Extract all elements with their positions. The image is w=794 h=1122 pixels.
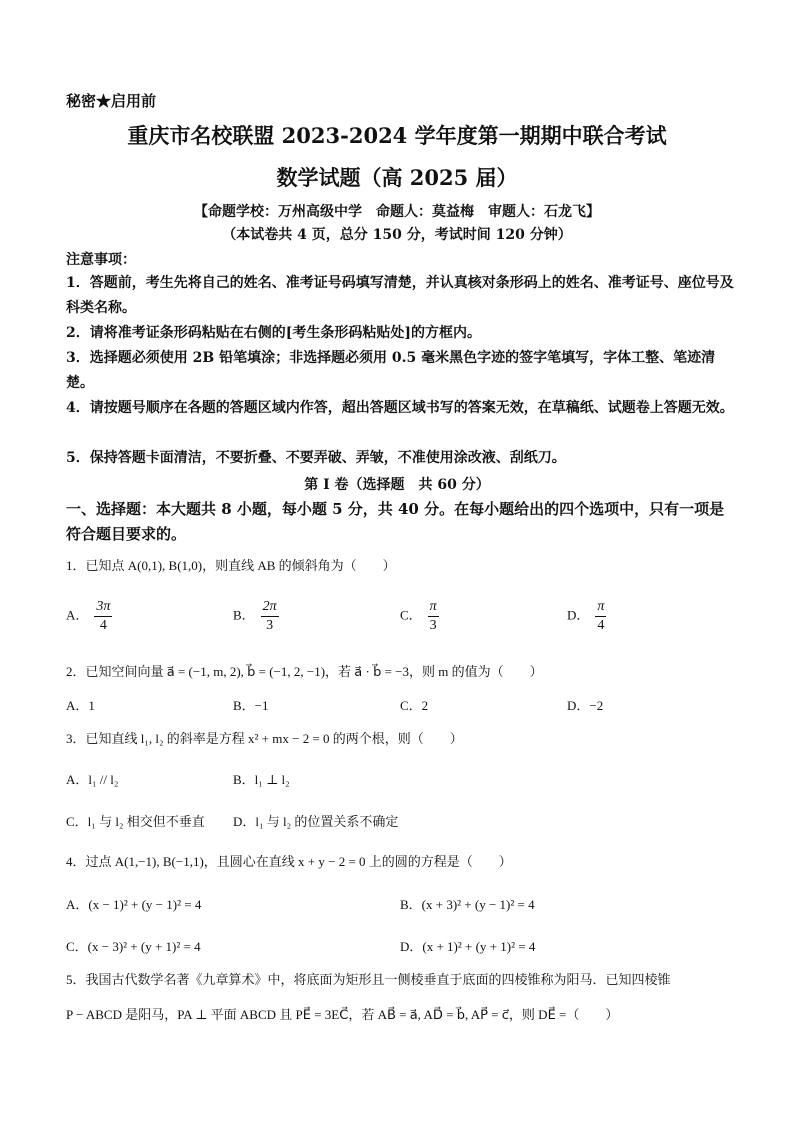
fraction-numerator: 3π	[94, 598, 112, 617]
fraction	[595, 598, 606, 635]
question-5-stem-line-1: 5．我国古代数学名著《九章算术》中，将底面为矩形且一侧棱垂直于底面的四棱锥称为阳马．已知四棱锥	[66, 972, 671, 987]
option-label: C．	[400, 607, 422, 623]
question-3-option-a: A．l₁ // l₂	[66, 772, 119, 787]
question-2-option-b: B．−1	[233, 698, 269, 713]
option-label: D．	[567, 607, 590, 623]
question-2-option-c: C．2	[400, 698, 429, 713]
question-4-option-c: C．(x − 3)² + (y + 1)² = 4	[66, 939, 201, 954]
question-1-stem: 1．已知点 A(0,1), B(1,0)，则直线 AB 的倾斜角为（ ）	[66, 558, 396, 573]
question-3-option-b: B．l₁ ⊥ l₂	[233, 772, 290, 787]
confidential-label: 秘密★启用前	[66, 92, 157, 110]
notice-item-5: 5．保持答题卡面清洁，不要折叠、不要弄破、弄皱，不准使用涂改液、刮纸刀。	[66, 450, 566, 466]
option-label: A．	[66, 607, 89, 623]
question-2-option-a: A．1	[66, 698, 95, 713]
fraction-numerator: π	[428, 598, 439, 617]
author-info: 【命题学校：万州高级中学 命题人：莫益梅 审题人：石龙飞】	[194, 204, 600, 220]
question-4-option-a: A．(x − 1)² + (y − 1)² = 4	[66, 897, 202, 912]
option-label: B．	[233, 607, 255, 623]
notice-item-2: 2．请将准考证条形码粘贴在右侧的[考生条形码粘贴处]的方框内。	[66, 325, 481, 341]
question-1-option-d	[567, 598, 606, 635]
notice-item-1: 1．答题前，考生先将自己的姓名、准考证号码填写清楚，并认真核对条形码上的姓名、准考证号、座位号及科类名称。	[66, 275, 734, 316]
exam-info: （本试卷共 4 页，总分 150 分，考试时间 120 分钟）	[222, 227, 572, 243]
exam-title: 重庆市名校联盟 2023-2024 学年度第一期期中联合考试	[127, 123, 667, 148]
question-3-option-d: D．l₁ 与 l₂ 的位置关系不确定	[233, 814, 399, 829]
question-2-option-d: D．−2	[567, 698, 604, 713]
fraction	[261, 598, 279, 635]
question-4-option-d: D．(x + 1)² + (y + 1)² = 4	[400, 939, 536, 954]
fraction	[428, 598, 439, 635]
fraction-numerator: 2π	[261, 598, 279, 617]
question-1-option-c	[400, 598, 439, 635]
question-1-option-b	[233, 598, 279, 635]
fraction-denominator: 3	[429, 618, 437, 633]
question-1-option-a	[66, 598, 112, 635]
exam-subtitle: 数学试题（高 2025 届）	[276, 165, 518, 190]
question-4-stem: 4．过点 A(1,−1), B(−1,1)，且圆心在直线 x + y − 2 = 0 上的圆的方程是（ ）	[66, 854, 512, 869]
notice-item-4: 4．请按题号顺序在各题的答题区域内作答，超出答题区域书写的答案无效，在草稿纸、试题卷上答题无效。	[66, 400, 734, 416]
question-2-stem: 2．已知空间向量 a⃗ = (−1, m, 2), b⃗ = (−1, 2, −1)，若 a⃗ · b⃗ = −3，则 m 的值为（ ）	[66, 664, 543, 679]
fraction-denominator: 4	[99, 618, 107, 633]
section-title: 第 I 卷（选择题 共 60 分）	[304, 477, 490, 493]
question-4-option-b: B．(x + 3)² + (y − 1)² = 4	[400, 897, 535, 912]
question-3-stem: 3．已知直线 l₁, l₂ 的斜率是方程 x² + mx − 2 = 0 的两个根，则（ ）	[66, 731, 463, 746]
fraction	[94, 598, 112, 635]
section-description: 一、选择题：本大题共 8 小题，每小题 5 分，共 40 分。在每小题给出的四个选项中，只有一项是符合题目要求的。	[66, 500, 725, 543]
question-3-option-c: C．l₁ 与 l₂ 相交但不垂直	[66, 814, 205, 829]
fraction-numerator: π	[595, 598, 606, 617]
fraction-denominator: 4	[597, 618, 605, 633]
fraction-denominator: 3	[266, 618, 274, 633]
question-5-stem-line-2: P − ABCD 是阳马，PA ⊥ 平面 ABCD 且 PE⃗ = 3EC⃗，若 AB⃗ = a⃗, AD⃗ = b⃗, AP⃗ = c⃗，则 DE⃗ =（ ）	[66, 1007, 619, 1022]
notice-item-3: 3．选择题必须使用 2B 铅笔填涂；非选择题必须用 0.5 毫米黑色字迹的签字笔填写，字体工整、笔迹清楚。	[66, 350, 716, 391]
notice-title: 注意事项：	[66, 252, 136, 268]
